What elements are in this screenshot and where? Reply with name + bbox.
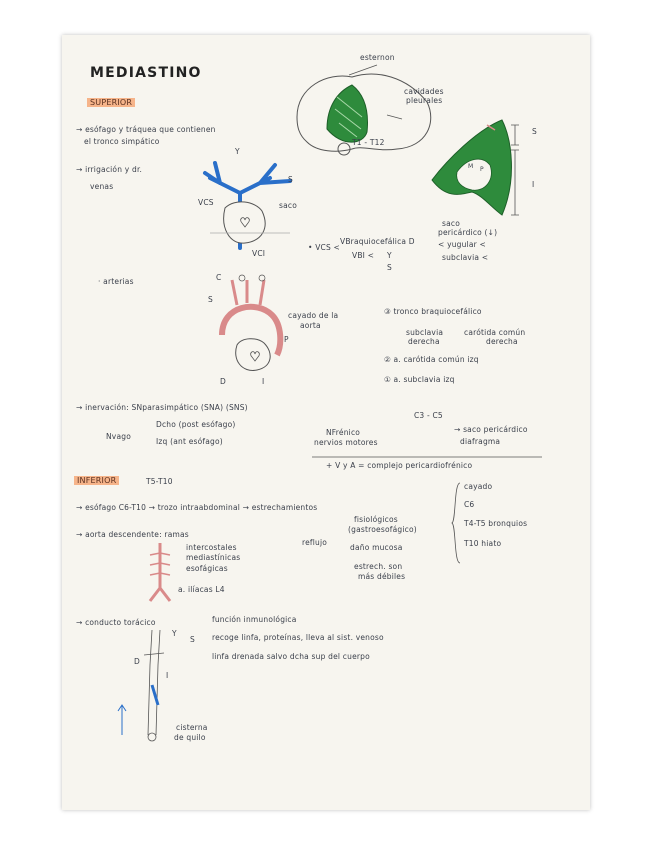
carotida-comun-1: carótida común [464,328,526,337]
cayado-label-1: cayado de la [288,311,339,320]
descending-aorta-diagram [140,543,180,603]
complejo-label: + V y A = complejo pericardiofrénico [326,461,473,470]
esofago-brace [452,483,462,563]
subclavia-izq: ① a. subclavia izq [384,375,455,384]
arteries-p-label: P [284,335,289,344]
estrech-label-2: más débiles [358,572,406,581]
reflujo-label: reflujo [302,538,328,547]
pleurales-label: pleurales [406,96,443,105]
tronco-braquiocefalico: ③ tronco braquiocefálico [384,307,482,316]
veins-s-label: S [288,175,293,184]
section-inferior-tag: INFERIOR [74,476,119,485]
carotida-izq: ② a. carótida común izq [384,355,479,364]
duct-s-label: S [190,635,195,644]
conducto-toracico-line: → conducto torácico [76,618,156,627]
veins-saco-label: saco [279,201,298,210]
page-title: MEDIASTINO [90,65,202,81]
funcion-inmunologica: función inmunológica [212,615,297,624]
cisterna-label-1: cisterna [176,723,208,732]
cisterna-label-2: de quilo [174,733,206,742]
arteries-d-label: D [220,377,226,386]
mediastinum-lateral-diagram [427,120,537,230]
t4t5-level: T4-T5 bronquios [464,519,528,528]
vci-label: VCI [252,249,266,258]
esofago-bullet-line2: el tronco simpático [84,137,160,146]
vcs-label: VCS [198,198,214,207]
arteries-i-label: I [262,377,265,386]
nfrenico-label-2: nervios motores [314,438,378,447]
pericardico-label: pericárdico (↓) [438,228,498,237]
arteries-s-label: S [208,295,213,304]
saco-label: saco [442,219,461,228]
subclavia-derecha-2: derecha [408,337,440,346]
vbi-s: S [387,263,392,272]
mediastinicas-label: mediastínicas [186,553,241,562]
duct-y-label: Y [172,629,177,638]
fisiologicos-2: (gastroesofágico) [348,525,417,534]
subclavia-formula-label: subclavia < [442,253,489,262]
section-superior-tag: SUPERIOR [87,98,135,107]
nfrenico-label-1: NFrénico [326,428,361,437]
c3c5-label: C3 - C5 [414,411,443,420]
fisiologicos-1: fisiológicos [354,515,398,524]
veins-y-label: Y [235,147,240,156]
cayado-label-2: aorta [300,321,321,330]
levels-label: T1 - T12 [352,138,385,147]
inferior-esofago-line: → esófago C6-T10 → trozo intraabdominal → estrechamientos [76,503,318,512]
linfa-drenada: linfa drenada salvo dcha sup del cuerpo [212,652,370,661]
aorta-descendente-line: → aorta descendente: ramas [76,530,189,539]
vcs-formula-head: • VCS < [308,243,341,252]
subclavia-derecha-1: subclavia [406,328,444,337]
vbi-y: Y [387,251,392,260]
lateral-m-label: M [468,163,474,170]
saco-pericardico-label: → saco pericárdico [454,425,528,434]
arteries-c-label: C [216,273,222,282]
arterias-label: · arterias [98,277,134,286]
notebook-page [62,35,590,810]
irrigacion-bullet-line2: venas [90,182,114,191]
lateral-p-label: P [480,166,484,173]
esofago-bullet-line1: → esófago y tráquea que contienen [76,125,216,134]
vbi-label: VBI < [352,251,375,260]
irrigacion-bullet-line1: → irrigación y dr. [76,165,143,174]
aortic-arch-diagram [202,275,312,385]
recoge-linfa: recoge linfa, proteínas, lleva al sist. venoso [212,633,384,642]
duct-i-label: I [166,671,169,680]
intercostales-label: intercostales [186,543,237,552]
iliacas-label: a. ilíacas L4 [178,585,225,594]
t10-level: T10 hiato [464,539,502,548]
inervacion-line: → inervación: SNparasimpático (SNA) (SNS) [76,403,248,412]
carotida-comun-2: derecha [486,337,518,346]
duct-d-label: D [134,657,140,666]
cavidades-label: cavidades [404,87,444,96]
dano-mucosa-label: daño mucosa [350,543,403,552]
dcho-post-label: Dcho (post esófago) [156,420,236,429]
yugular-label: < yugular < [438,240,487,249]
lateral-i-label: I [532,180,535,189]
c6-level: C6 [464,500,475,509]
esternon-label: esternon [360,53,395,62]
nvago-label: Nvago [106,432,131,441]
estrech-label-1: estrech. son [354,562,403,571]
cayado-level: cayado [464,482,493,491]
complejo-underline [312,455,562,459]
lateral-s-label: S [532,127,537,136]
vb-braquiocefalica: VBraquiocefálica D [340,237,415,246]
esofagicas-label: esofágicas [186,564,228,573]
diafragma-label: diafragma [460,437,501,446]
inferior-range-label: T5-T10 [146,477,173,486]
izq-ant-label: Izq (ant esófago) [156,437,223,446]
